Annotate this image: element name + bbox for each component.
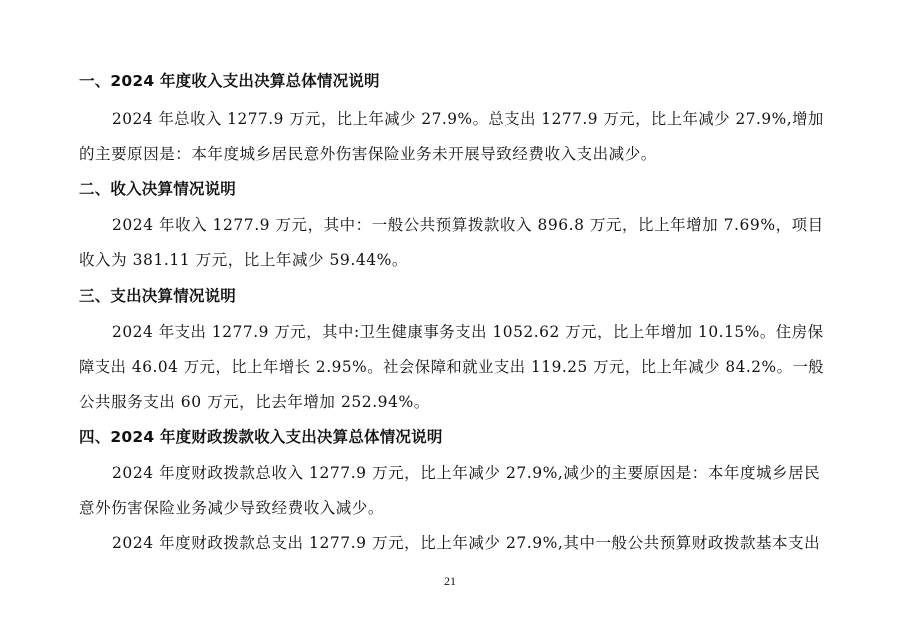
section-2-paragraph-line: 收入为 381.11 万元，比上年减少 59.44%。 bbox=[79, 251, 408, 269]
section-2-paragraph-line: 2024 年收入 1277.9 万元，其中：一般公共预算拨款收入 896.8 万元，比上年增加 7.69%，项目 bbox=[112, 216, 824, 234]
section-1-paragraph-line: 的主要原因是：本年度城乡居民意外伤害保险业务未开展导致经费收入支出减少。 bbox=[79, 145, 657, 163]
section-1-paragraph-line: 2024 年总收入 1277.9 万元，比上年减少 27.9%。总支出 1277.9 万元，比上年减少 27.9%,增加 bbox=[112, 110, 824, 128]
section-2-heading: 二、收入决算情况说明 bbox=[79, 180, 237, 198]
page-number: 21 bbox=[444, 574, 456, 588]
section-3-paragraph-line: 公共服务支出 60 万元，比去年增加 252.94%。 bbox=[79, 393, 430, 411]
section-3-heading: 三、支出决算情况说明 bbox=[79, 287, 237, 305]
section-4-heading: 四、2024 年度财政拨款收入支出决算总体情况说明 bbox=[79, 428, 443, 446]
section-3-paragraph-line: 2024 年支出 1277.9 万元，其中:卫生健康事务支出 1052.62 万元，比上年增加 10.15%。住房保 bbox=[112, 323, 824, 341]
section-4-paragraph-line: 2024 年度财政拨款总收入 1277.9 万元，比上年减少 27.9%,减少的主要原因是：本年度城乡居民 bbox=[112, 464, 821, 482]
section-3-paragraph-line: 障支出 46.04 万元，比上年增长 2.95%。社会保障和就业支出 119.25 万元，比上年减少 84.2%。一般 bbox=[79, 358, 825, 376]
section-4-paragraph-line: 2024 年度财政拨款总支出 1277.9 万元，比上年减少 27.9%,其中一般公共预算财政拨款基本支出 bbox=[112, 534, 821, 552]
section-4-paragraph-line: 意外伤害保险业务减少导致经费收入减少。 bbox=[79, 499, 384, 517]
section-1-heading: 一、2024 年度收入支出决算总体情况说明 bbox=[79, 72, 380, 90]
